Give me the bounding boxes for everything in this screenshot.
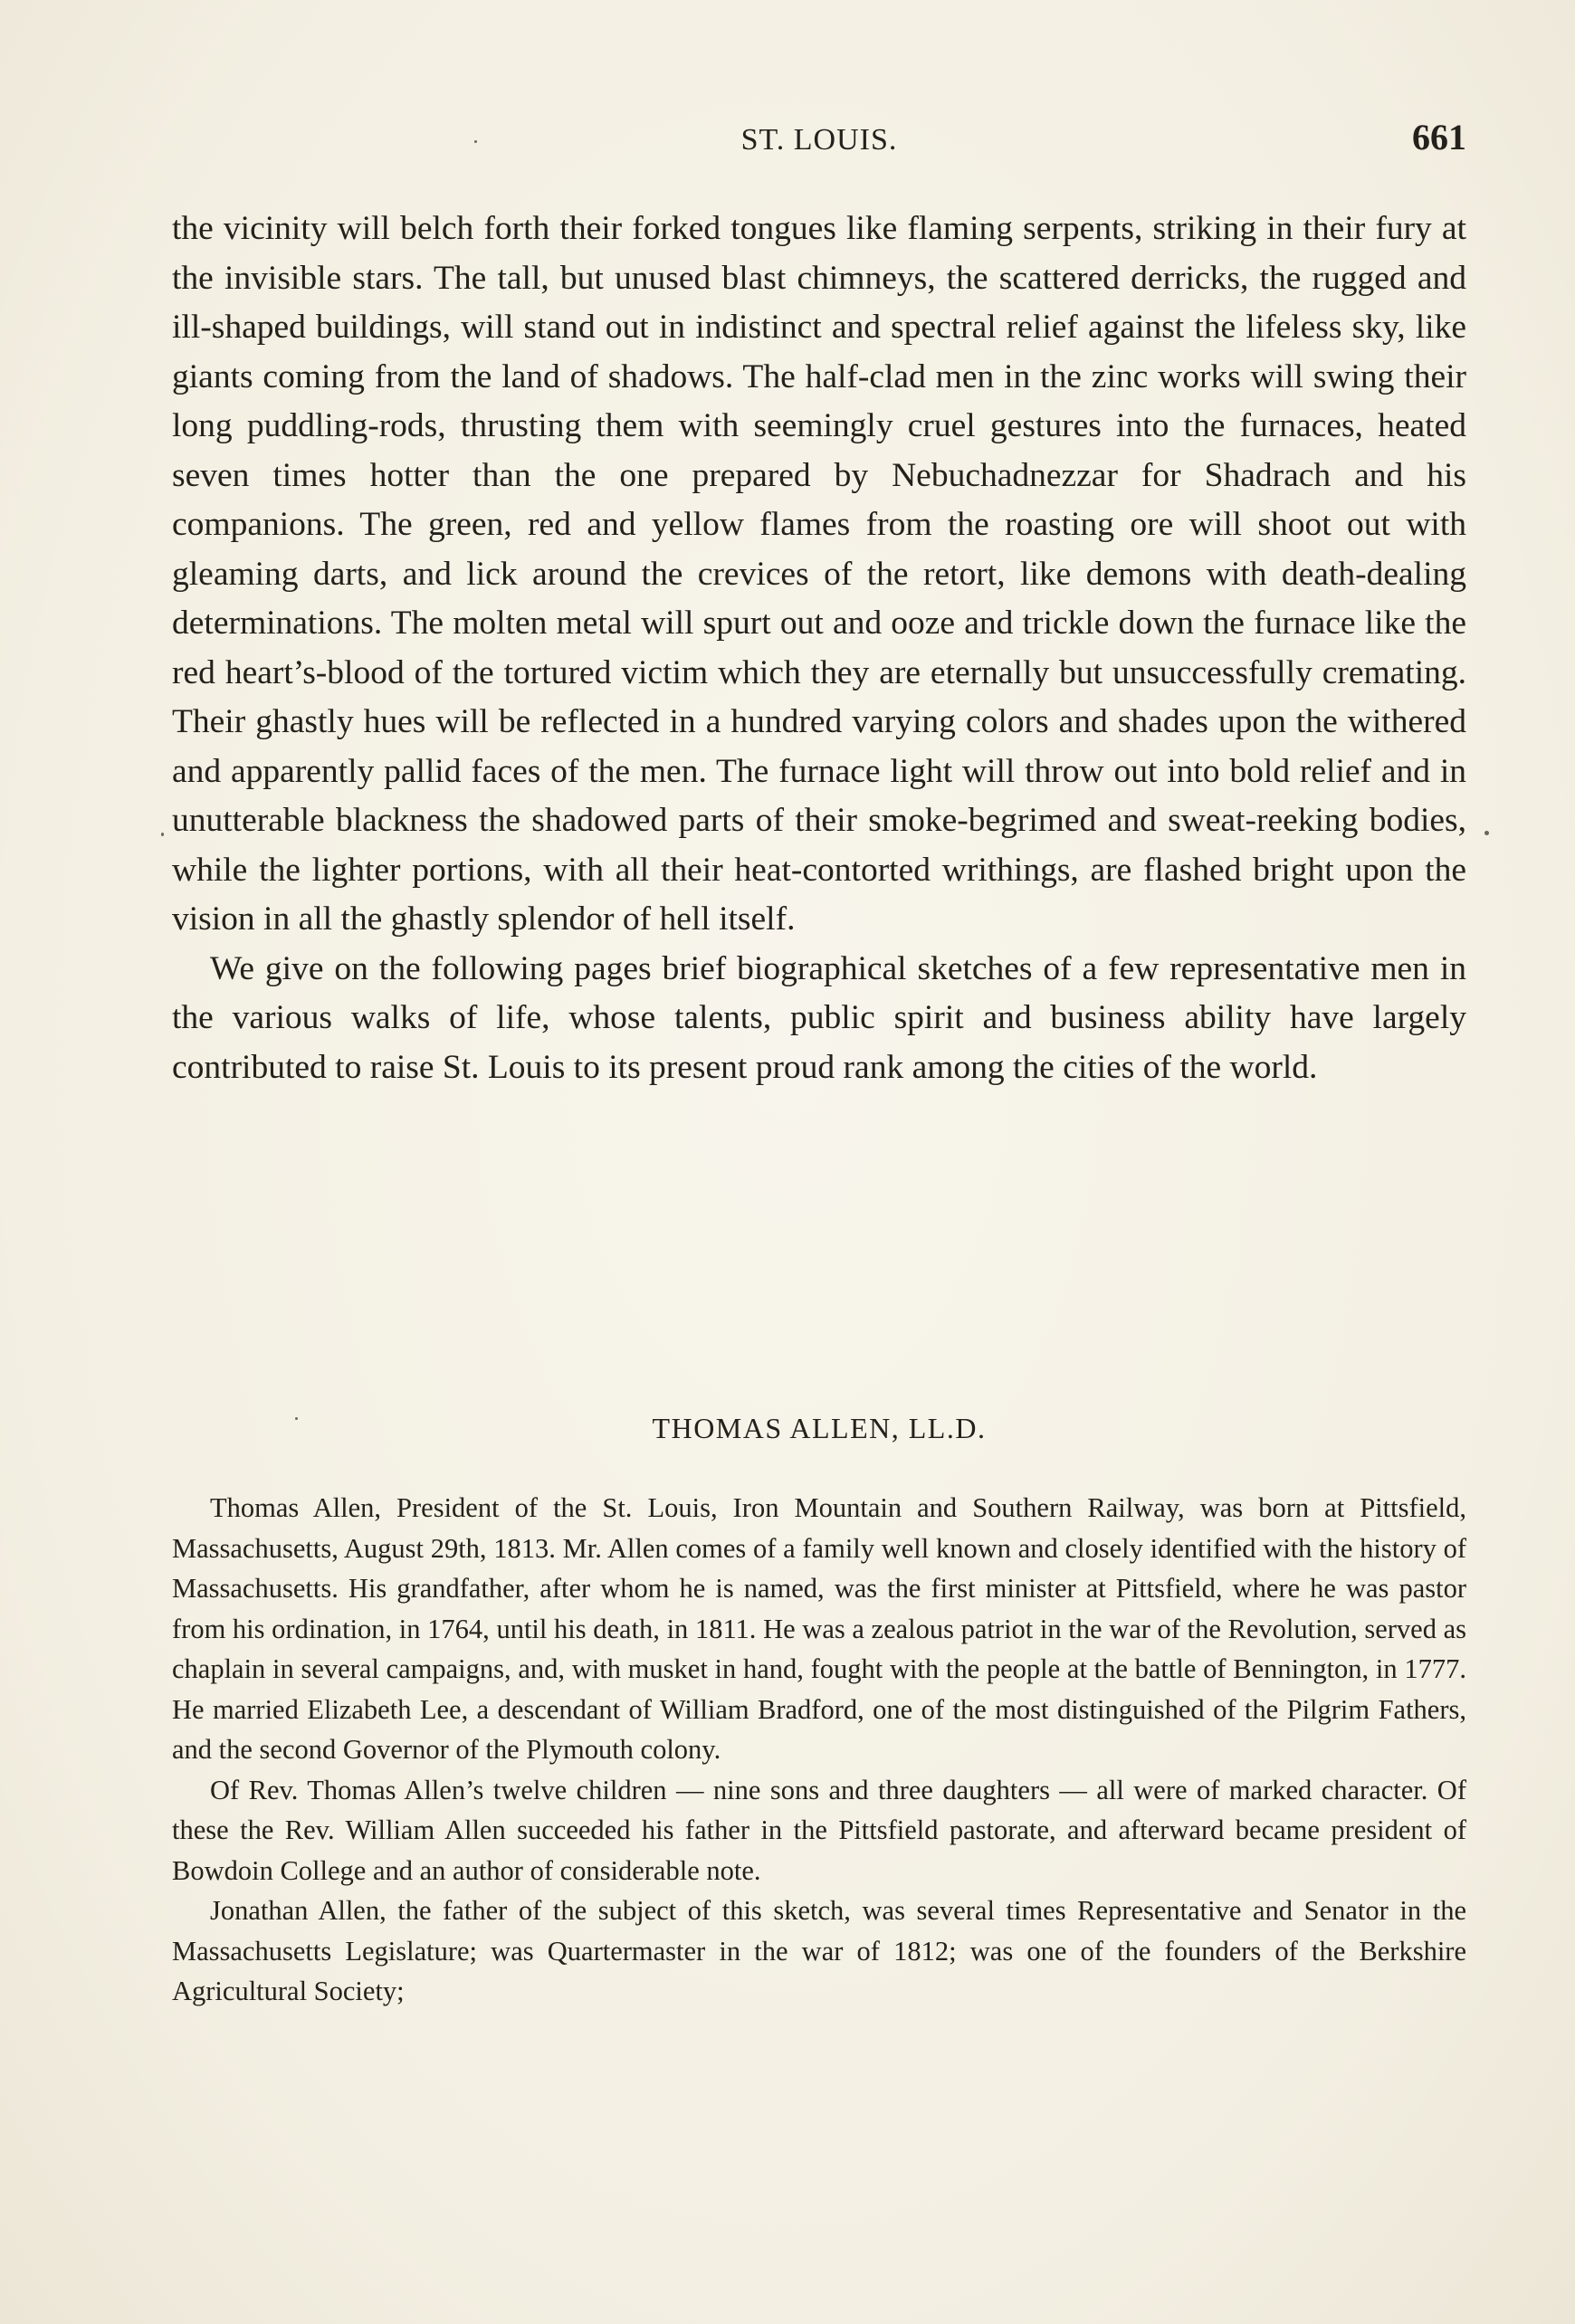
paragraph: the vicinity will belch forth their forked tongues like flaming serpents, striking in their fury at the invisible stars. The tall, but unused blast chimneys, the scattered derricks, the rugged and ill-shaped buildings, will stand out in indistinct and spectral relief against the lifeless sky, like giants coming from the land of shadows. The half-clad men in the zinc works will swing their long puddling-rods, thrusting them with seemingly cruel gestures into the furnaces, heated seven times hotter than the one prepared by Nebuchadnezzar for Shadrach and his companions. The green, red and yellow flames from the roasting ore will shoot out with gleaming darts, and lick around the crevices of the retort, like demons with death-dealing determinations. The molten metal will spurt out and ooze and trickle down the furnace like the red heart’s-blood of the tortured victim which they are eternally but unsuccessfully cremating. Their ghastly hues will be reflected in a hundred varying colors and shades upon the withered and apparently pallid faces of the men. The furnace light will throw out into bold relief and in unutterable blackness the shadowed parts of their smoke-begrimed and sweat-reeking bodies, while the lighter portions, with all their heat-contorted writhings, are flashed bright upon the vision in all the ghastly splendor of hell itself. [172,210,1466,938]
running-title: ST. LOUIS. [740,123,898,157]
paper-speck [1484,831,1489,835]
page-number: 661 [1412,117,1466,157]
biography-text [172,1488,1466,2012]
paragraph: Of Rev. Thomas Allen’s twelve children — nine sons and three daughters — all were of marked character. Of these the Rev. William Allen succeeded his father in the Pittsfield pastorate, and afterward became president of Bowdoin College and an author of considerable note. [172,1774,1466,1886]
paragraph: We give on the following pages brief biographical sketches of a few representative men in the various walks of life, whose talents, public spirit and business ability have largely contributed to raise St. Louis to its present proud rank among the cities of the world. [172,949,1466,1086]
running-head [172,116,1466,170]
main-text [172,205,1466,1092]
paper-speck [474,140,477,143]
paper-speck [161,833,164,836]
paragraph: Jonathan Allen, the father of the subject of this sketch, was several times Representative and Senator in the Massachusetts Legislature; was Quartermaster in the war of 1812; was one of the founders of the Berkshire Agricultural Society; [172,1895,1466,2006]
paper-speck [295,1417,298,1420]
paragraph: Thomas Allen, President of the St. Louis, Iron Mountain and Southern Railway, was born at Pittsfield, Massachusetts, August 29th, 1813. Mr. Allen comes of a family well known and closely identified with the history of Massachusetts. His grandfather, after whom he is named, was the first minister at Pittsfield, where he was pastor from his ordination, in 1764, until his death, in 1811. He was a zealous patriot in the war of the Revolution, served as chaplain in several campaigns, and, with musket in hand, fought with the people at the battle of Bennington, in 1777. He married Elizabeth Lee, a descendant of William Bradford, one of the most distinguished of the Pilgrim Fathers, and the second Governor of the Plymouth colony. [172,1492,1466,1765]
section-title: THOMAS ALLEN, LL.D. [652,1412,987,1444]
